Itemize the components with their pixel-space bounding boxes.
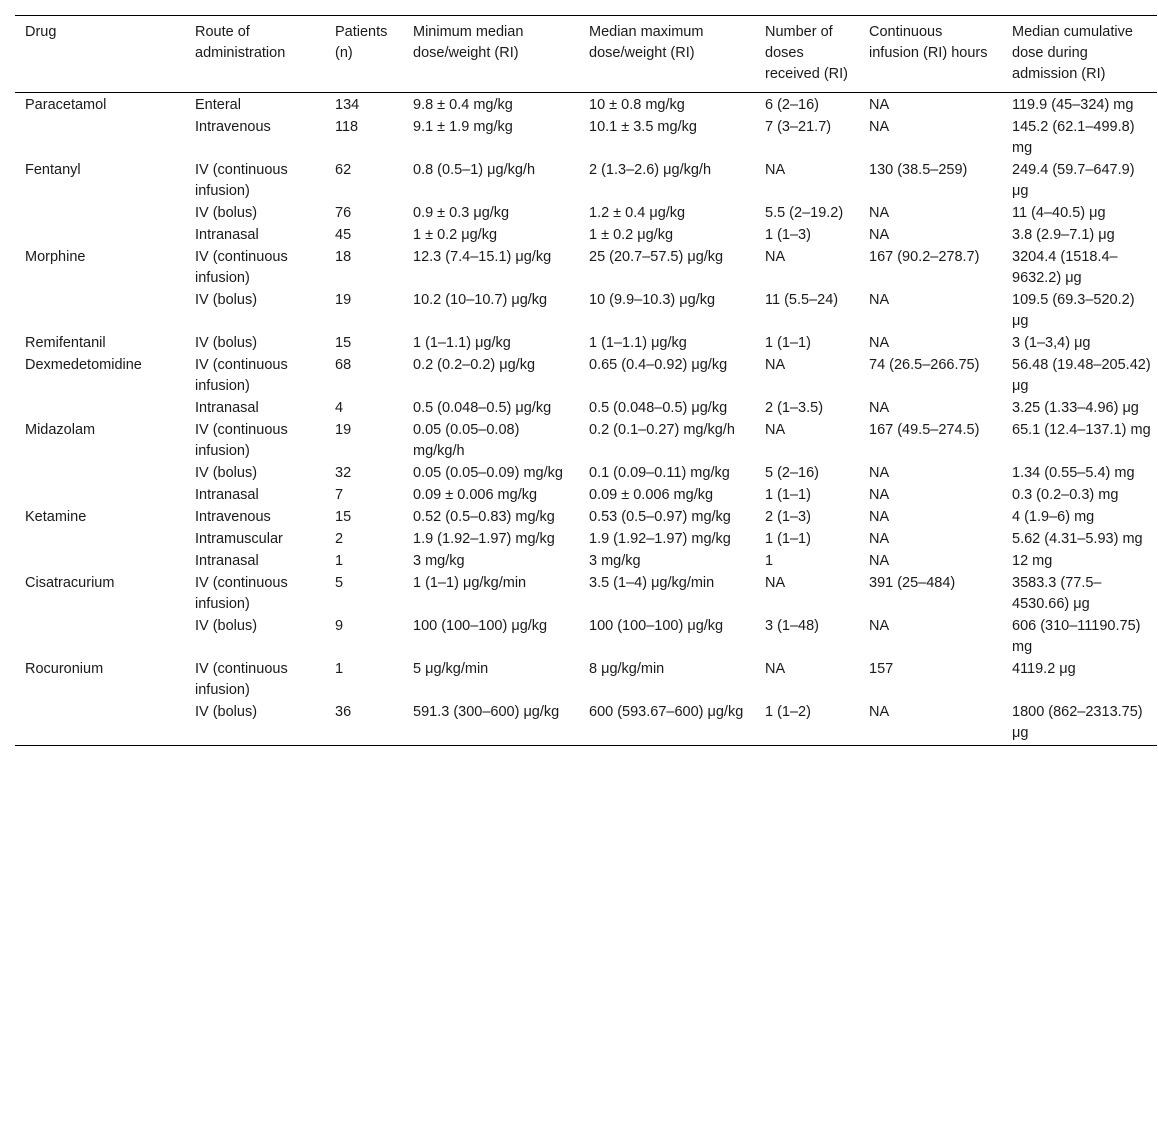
cell-route: Intranasal — [195, 400, 259, 416]
cell-max-dose: 10.1 ± 3.5 mg/kg — [589, 119, 697, 135]
cell-cumulative-dose: 12 mg — [1012, 553, 1053, 569]
cell-num-doses: 1 (1–1) — [765, 531, 811, 547]
cell-min-dose: 100 (100–100) μg/kg — [413, 618, 548, 634]
table-row — [15, 659, 1157, 702]
table-row — [15, 463, 1157, 485]
cell-drug: Dexmedetomidine — [25, 357, 142, 373]
cell-num-doses: 3 (1–48) — [765, 618, 820, 634]
cell-route: IV (continuous infusion) — [195, 422, 288, 459]
cell-drug: Ketamine — [25, 509, 87, 525]
cell-min-dose: 1.9 (1.92–1.97) mg/kg — [413, 531, 555, 547]
cell-min-dose: 0.9 ± 0.3 μg/kg — [413, 205, 510, 221]
table-row — [15, 225, 1157, 247]
cell-num-doses: NA — [765, 422, 786, 438]
cell-min-dose: 10.2 (10–10.7) μg/kg — [413, 292, 548, 308]
table-row — [15, 398, 1157, 420]
cell-drug: Paracetamol — [25, 97, 107, 113]
cell-route: Intravenous — [195, 119, 271, 135]
cell-drug — [15, 529, 185, 551]
cell-num-doses: 5 (2–16) — [765, 465, 820, 481]
cell-cumulative-dose: 4119.2 μg — [1012, 661, 1076, 677]
cell-route: Intranasal — [195, 487, 259, 503]
cell-min-dose: 1 ± 0.2 μg/kg — [413, 227, 498, 243]
cell-drug — [15, 551, 185, 573]
cell-max-dose: 0.09 ± 0.006 mg/kg — [589, 487, 714, 503]
cell-drug — [15, 616, 185, 659]
cell-patients: 7 — [335, 487, 344, 503]
cell-drug: Rocuronium — [25, 661, 104, 677]
cell-max-dose: 10 ± 0.8 mg/kg — [589, 97, 685, 113]
table-row — [15, 333, 1157, 355]
cell-cumulative-dose: 3.25 (1.33–4.96) μg — [1012, 400, 1139, 416]
cell-drug: Fentanyl — [25, 162, 81, 178]
table-row — [15, 203, 1157, 225]
cell-route: IV (continuous infusion) — [195, 575, 288, 612]
cell-route: Intramuscular — [195, 531, 283, 547]
cell-route: IV (bolus) — [195, 618, 258, 634]
header-patients: Patients (n) — [335, 24, 388, 61]
cell-min-dose: 9.1 ± 1.9 mg/kg — [413, 119, 513, 135]
cell-max-dose: 3 mg/kg — [589, 553, 641, 569]
header-drug: Drug — [25, 24, 57, 40]
cell-route: IV (continuous infusion) — [195, 357, 288, 394]
cell-patients: 4 — [335, 400, 344, 416]
table-row — [15, 420, 1157, 463]
table-row — [15, 117, 1157, 160]
cell-num-doses: 6 (2–16) — [765, 97, 820, 113]
cell-num-doses: 5.5 (2–19.2) — [765, 205, 844, 221]
cell-drug — [15, 117, 185, 160]
cell-min-dose: 5 μg/kg/min — [413, 661, 489, 677]
cell-num-doses: 2 (1–3) — [765, 509, 811, 525]
cell-min-dose: 1 (1–1) μg/kg/min — [413, 575, 527, 591]
table-row — [15, 551, 1157, 573]
cell-cumulative-dose: 3.8 (2.9–7.1) μg — [1012, 227, 1115, 243]
cell-route: Intranasal — [195, 227, 259, 243]
cell-route: IV (continuous infusion) — [195, 661, 288, 698]
cell-patients: 18 — [335, 249, 352, 265]
table-row — [15, 507, 1157, 529]
cell-min-dose: 0.09 ± 0.006 mg/kg — [413, 487, 538, 503]
cell-num-doses: 1 — [765, 553, 774, 569]
cell-route: IV (bolus) — [195, 335, 258, 351]
cell-min-dose: 0.05 (0.05–0.09) mg/kg — [413, 465, 563, 481]
cell-num-doses: NA — [765, 357, 786, 373]
table-body — [15, 93, 1157, 746]
cell-infusion-hours: NA — [869, 531, 890, 547]
cell-drug — [15, 485, 185, 507]
cell-infusion-hours: NA — [869, 618, 890, 634]
cell-num-doses: NA — [765, 249, 786, 265]
cell-cumulative-dose: 56.48 (19.48–205.42) μg — [1012, 357, 1151, 394]
cell-route: Intravenous — [195, 509, 271, 525]
cell-infusion-hours: 157 — [869, 661, 894, 677]
cell-infusion-hours: 74 (26.5–266.75) — [869, 357, 980, 373]
cell-infusion-hours: NA — [869, 119, 890, 135]
cell-drug — [15, 203, 185, 225]
cell-max-dose: 0.2 (0.1–0.27) mg/kg/h — [589, 422, 735, 438]
cell-min-dose: 12.3 (7.4–15.1) μg/kg — [413, 249, 552, 265]
drug-dosing-table — [15, 15, 1157, 746]
cell-route: IV (bolus) — [195, 704, 258, 720]
cell-cumulative-dose: 3 (1–3,4) μg — [1012, 335, 1091, 351]
cell-num-doses: 1 (1–1) — [765, 335, 811, 351]
cell-patients: 45 — [335, 227, 352, 243]
table-row — [15, 616, 1157, 659]
cell-max-dose: 0.65 (0.4–0.92) μg/kg — [589, 357, 728, 373]
cell-infusion-hours: 391 (25–484) — [869, 575, 956, 591]
cell-cumulative-dose: 1.34 (0.55–5.4) mg — [1012, 465, 1135, 481]
cell-max-dose: 1 ± 0.2 μg/kg — [589, 227, 674, 243]
cell-route: Enteral — [195, 97, 241, 113]
cell-patients: 32 — [335, 465, 352, 481]
cell-cumulative-dose: 3204.4 (1518.4–9632.2) μg — [1012, 249, 1118, 286]
cell-num-doses: NA — [765, 162, 786, 178]
table-row — [15, 93, 1157, 118]
header-infusion-hours: Continuous infusion (RI) hours — [869, 24, 988, 61]
cell-patients: 9 — [335, 618, 344, 634]
cell-patients: 2 — [335, 531, 344, 547]
cell-cumulative-dose: 11 (4–40.5) μg — [1012, 205, 1106, 221]
cell-infusion-hours: NA — [869, 465, 890, 481]
header-cumulative-dose: Median cumulative dose during admission (RI) — [1012, 24, 1133, 82]
cell-patients: 19 — [335, 292, 352, 308]
table-row — [15, 290, 1157, 333]
cell-drug: Midazolam — [25, 422, 96, 438]
cell-route: IV (bolus) — [195, 465, 258, 481]
cell-drug: Cisatracurium — [25, 575, 115, 591]
table-header — [15, 16, 1157, 93]
cell-patients: 5 — [335, 575, 344, 591]
cell-patients: 62 — [335, 162, 352, 178]
cell-route: IV (bolus) — [195, 205, 258, 221]
cell-patients: 1 — [335, 553, 344, 569]
cell-max-dose: 25 (20.7–57.5) μg/kg — [589, 249, 724, 265]
cell-max-dose: 3.5 (1–4) μg/kg/min — [589, 575, 715, 591]
cell-infusion-hours: NA — [869, 487, 890, 503]
cell-infusion-hours: 130 (38.5–259) — [869, 162, 968, 178]
cell-cumulative-dose: 249.4 (59.7–647.9) μg — [1012, 162, 1135, 199]
cell-patients: 15 — [335, 335, 352, 351]
cell-max-dose: 8 μg/kg/min — [589, 661, 665, 677]
header-route: Route of administration — [195, 24, 286, 61]
cell-min-dose: 0.5 (0.048–0.5) μg/kg — [413, 400, 552, 416]
table-row — [15, 160, 1157, 203]
cell-infusion-hours: 167 (90.2–278.7) — [869, 249, 980, 265]
cell-num-doses: NA — [765, 661, 786, 677]
cell-num-doses: 2 (1–3.5) — [765, 400, 824, 416]
cell-drug — [15, 225, 185, 247]
cell-min-dose: 0.2 (0.2–0.2) μg/kg — [413, 357, 536, 373]
cell-max-dose: 1.2 ± 0.4 μg/kg — [589, 205, 686, 221]
cell-infusion-hours: NA — [869, 509, 890, 525]
cell-patients: 118 — [335, 119, 359, 135]
table-row — [15, 247, 1157, 290]
table-row — [15, 529, 1157, 551]
cell-patients: 76 — [335, 205, 352, 221]
table-row — [15, 573, 1157, 616]
cell-patients: 36 — [335, 704, 352, 720]
cell-cumulative-dose: 109.5 (69.3–520.2) μg — [1012, 292, 1135, 329]
cell-cumulative-dose: 3583.3 (77.5–4530.66) μg — [1012, 575, 1102, 612]
cell-drug — [15, 398, 185, 420]
cell-max-dose: 1.9 (1.92–1.97) mg/kg — [589, 531, 731, 547]
cell-infusion-hours: NA — [869, 205, 890, 221]
cell-min-dose: 0.8 (0.5–1) μg/kg/h — [413, 162, 536, 178]
cell-route: IV (continuous infusion) — [195, 249, 288, 286]
cell-cumulative-dose: 606 (310–11190.75) mg — [1012, 618, 1141, 655]
cell-drug — [15, 290, 185, 333]
cell-min-dose: 0.05 (0.05–0.08) mg/kg/h — [413, 422, 520, 459]
cell-cumulative-dose: 65.1 (12.4–137.1) mg — [1012, 422, 1151, 438]
cell-max-dose: 0.53 (0.5–0.97) mg/kg — [589, 509, 731, 525]
cell-cumulative-dose: 145.2 (62.1–499.8) mg — [1012, 119, 1135, 156]
cell-infusion-hours: NA — [869, 400, 890, 416]
cell-min-dose: 3 mg/kg — [413, 553, 465, 569]
cell-max-dose: 600 (593.67–600) μg/kg — [589, 704, 744, 720]
cell-max-dose: 1 (1–1.1) μg/kg — [589, 335, 687, 351]
cell-drug: Morphine — [25, 249, 86, 265]
cell-infusion-hours: NA — [869, 704, 890, 720]
cell-route: IV (continuous infusion) — [195, 162, 288, 199]
table-row — [15, 702, 1157, 746]
cell-route: Intranasal — [195, 553, 259, 569]
table-row — [15, 485, 1157, 507]
cell-infusion-hours: NA — [869, 227, 890, 243]
cell-drug — [15, 463, 185, 485]
cell-cumulative-dose: 1800 (862–2313.75) μg — [1012, 704, 1143, 741]
cell-min-dose: 0.52 (0.5–0.83) mg/kg — [413, 509, 555, 525]
cell-infusion-hours: NA — [869, 335, 890, 351]
cell-route: IV (bolus) — [195, 292, 258, 308]
cell-patients: 68 — [335, 357, 352, 373]
cell-num-doses: 1 (1–2) — [765, 704, 811, 720]
cell-infusion-hours: 167 (49.5–274.5) — [869, 422, 980, 438]
cell-num-doses: NA — [765, 575, 786, 591]
cell-drug: Remifentanil — [25, 335, 106, 351]
header-min-dose: Minimum median dose/weight (RI) — [413, 24, 524, 61]
header-num-doses: Number of doses received (RI) — [765, 24, 848, 82]
header-row — [15, 16, 1157, 93]
cell-patients: 19 — [335, 422, 352, 438]
cell-cumulative-dose: 5.62 (4.31–5.93) mg — [1012, 531, 1143, 547]
cell-max-dose: 0.1 (0.09–0.11) mg/kg — [589, 465, 730, 481]
cell-num-doses: 1 (1–3) — [765, 227, 811, 243]
cell-num-doses: 11 (5.5–24) — [765, 292, 839, 308]
cell-num-doses: 7 (3–21.7) — [765, 119, 832, 135]
cell-cumulative-dose: 119.9 (45–324) mg — [1012, 97, 1134, 113]
cell-min-dose: 9.8 ± 0.4 mg/kg — [413, 97, 513, 113]
cell-max-dose: 0.5 (0.048–0.5) μg/kg — [589, 400, 728, 416]
cell-infusion-hours: NA — [869, 97, 890, 113]
cell-cumulative-dose: 4 (1.9–6) mg — [1012, 509, 1095, 525]
cell-cumulative-dose: 0.3 (0.2–0.3) mg — [1012, 487, 1119, 503]
cell-infusion-hours: NA — [869, 553, 890, 569]
cell-patients: 134 — [335, 97, 360, 113]
cell-patients: 15 — [335, 509, 352, 525]
cell-num-doses: 1 (1–1) — [765, 487, 811, 503]
cell-drug — [15, 702, 185, 746]
header-max-dose: Median maximum dose/weight (RI) — [589, 24, 704, 61]
cell-max-dose: 100 (100–100) μg/kg — [589, 618, 724, 634]
cell-min-dose: 591.3 (300–600) μg/kg — [413, 704, 560, 720]
cell-max-dose: 2 (1.3–2.6) μg/kg/h — [589, 162, 712, 178]
cell-min-dose: 1 (1–1.1) μg/kg — [413, 335, 511, 351]
cell-infusion-hours: NA — [869, 292, 890, 308]
cell-max-dose: 10 (9.9–10.3) μg/kg — [589, 292, 716, 308]
cell-patients: 1 — [335, 661, 344, 677]
table-row — [15, 355, 1157, 398]
